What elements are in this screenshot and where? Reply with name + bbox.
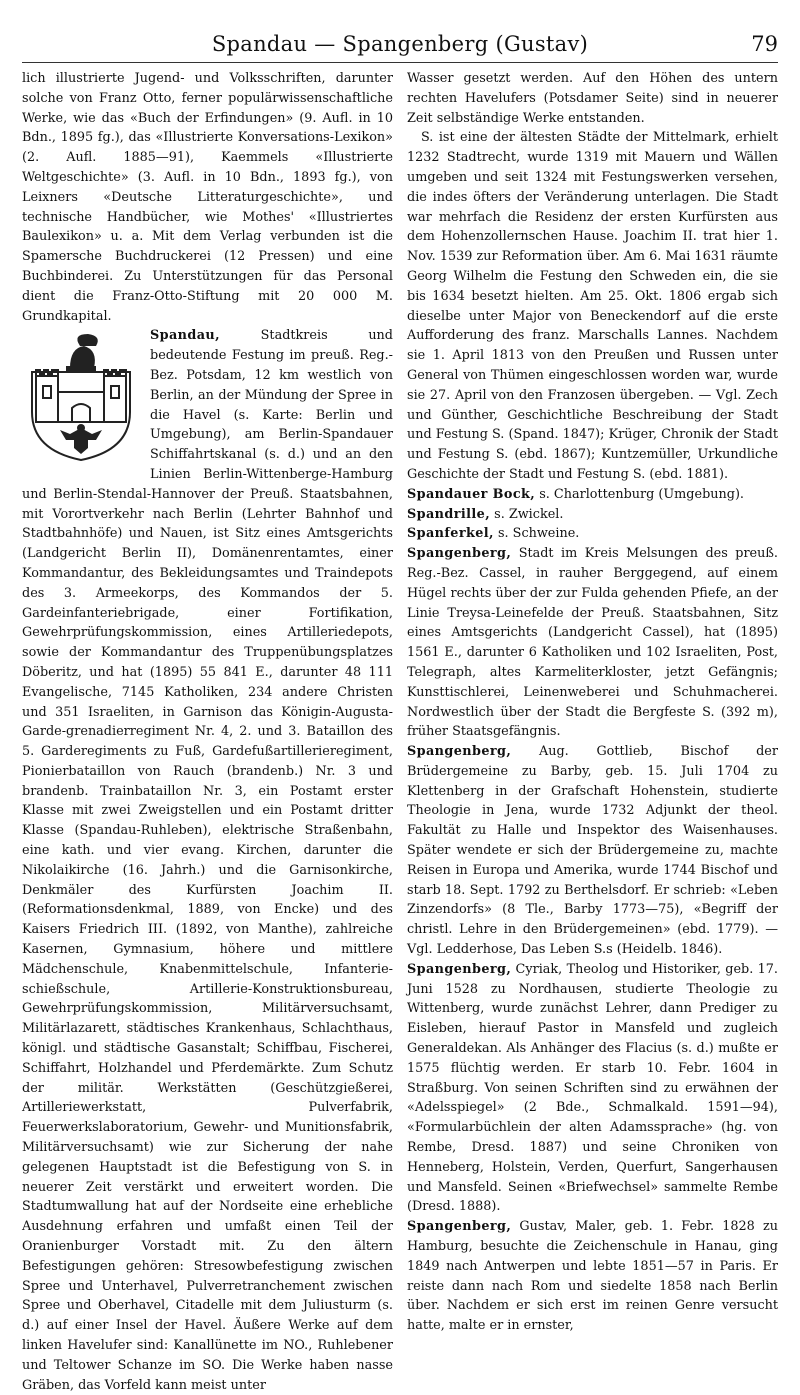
headword: Spandauer Bock,	[407, 486, 536, 502]
entry-spangenberg-cyriak	[407, 960, 778, 1217]
continued-paragraph-spandau: Wasser gesetzt werden. Auf den Höhen des untern rechten Havelufers (Potsdamer Seite) sind in neuerer Zeit selbständige Werke entstanden.	[407, 71, 778, 126]
entry-spangenberg-gustav	[407, 1217, 778, 1336]
entry-text: Aug. Gottlieb, Bischof der Brüdergemeine zu Barby, geb. 15. Juli 1704 zu Klettenberg in der Grafschaft Hohenstein, studierte Theologie in Jena, wurde 1732 Adjunkt der theol. Fakultät zu Halle und Inspektor des Waisenhauses. Später wendete er sich der Brüdergemeine zu, machte Reisen in Europa und Amerika, wurde 1744 Bischof und starb 18. Sept. 1792 zu Berthelsdorf. Er schrieb: «Leben Zinzendorfs» (8 Tle., Barby 1773—75), «Begriff der christl. Lehre in den Brüdergemeinen» (ebd. 1779). — Vgl. Ledderhose, Das Leben S.s (Heidelb. 1846).	[407, 744, 778, 958]
headword: Spangenberg,	[407, 1219, 512, 1235]
entry-spandrille	[407, 505, 778, 525]
headword: Spangenberg,	[407, 744, 512, 760]
headword: Spanferkel,	[407, 526, 494, 542]
history-paragraph: S. ist eine der ältesten Städte der Mittelmark, erhielt 1232 Stadtrecht, wurde 1319 mit Mauern und Wällen umgeben und seit 1324 mit Festungswerken versehen, die indes öfters der Veränderung unterlagen. Die Stadt war mehrfach die Residenz der ersten Kurfürsten aus dem Hohenzollernschen Hause. Joachim II. trat hier 1. Nov. 1539 zur Reformation über. Am 6. Mai 1631 räumte Georg Wilhelm die Festung den Schweden ein, die sie bis 1634 besetzt hielten. Am 25. Okt. 1806 ergab sich dieselbe unter Major von Beneckendorf auf die erste Aufforderung des franz. Marschalls Lannes. Nachdem sie 1. April 1813 von den Preußen und Russen unter General von Thümen eingeschlossen worden war, wurde sie 27. April von den Franzosen übergeben. — Vgl. Zech und Günther, Geschichtliche Beschreibung der Stadt und Festung S. (Spand. 1847); Krüger, Chronik der Stadt und Festung S. (ebd. 1867); Kuntzemüller, Urkundliche Geschichte der Stadt und Festung S. (ebd. 1881).	[407, 130, 778, 482]
entry-text-spandau: Stadtkreis und bedeutende Festung im preuß. Reg.-Bez. Potsdam, 12 km westlich von Berlin, an der Mündung der Spree in die Havel (s. Karte: Berlin und Umgebung), am Berlin-Spandauer Schiffahrtskanal (s. d.) und an den Linien Berlin-Wittenberge-Hamburg und Berlin-Stendal-Hannover der Preuß. Staatsbahnen, mit Vorortverkehr nach Berlin (Lehrter Bahnhof und Stadtbahnhöfe) und Nauen, ist Sitz eines Amtsgerichts (Landgericht Berlin II), Domänenrentamtes, einer Kommandantur, des Bekleidungsamtes und Traindepots des 3. Armeekorps, des Kommandos der 5. Gardeinfanteriebrigade, einer Fortifikation, Gewehrprüfungskommission, eines Artilleriedepots, sowie der Kommandantur des Truppenübungsplatzes Döberitz, und hat (1895) 55 841 E., darunter 48 111 Evangelische, 7145 Katholiken, 234 andere Christen und 351 Israeliten, in Garnison das Königin-Augusta-Garde-grenadierregiment Nr. 4, 2. und 3. Bataillon des 5. Garderegiments zu Fuß, Gardefußartillerieregiment, Pionierbataillon von Rauch (brandenb.) Nr. 3 und brandenb. Trainbataillon Nr. 3, ein Postamt erster Klasse mit zwei Zweigstellen und ein Postamt dritter Klasse (Spandau-Ruhleben), elektrische Straßenbahn, eine kath. und vier evang. Kirchen, darunter die Nikolaikirche (16. Jahrh.) und die Garnisonkirche, Denkmäler des Kurfürsten Joachim II. (Reformationsdenkmal, 1889, von Encke) und des Kaisers Friedrich III. (1892, von Manthe), zahlreiche Kasernen, Gymnasium, höhere und mittlere Mädchenschule, Knabenmittelschule, Infanterie-schießschule, Artillerie-Konstruktionsbureau, Gewehrprüfungskommission, Militärversuchsamt, Militärlazarett, städtisches Krankenhaus, Schlachthaus, königl. und städtische Gasanstalt; Schiffbau, Fischerei, Schiffahrt, Holzhandel und Pferdemärkte. Zum Schutz der militär. Werkstätten (Geschützgießerei, Artilleriewerkstatt, Pulverfabrik, Feuerwerkslaboratorium, Gewehr- und Munitionsfabrik, Militärversuchsamt) wie zur Sicherung der nahe gelegenen Hauptstadt ist die Befestigung von S. in neuerer Zeit verstärkt und erweitert worden. Die Stadtumwallung hat auf der Nordseite eine erhebliche Ausdehnung erfahren und umfaßt einen Teil der Oranienburger Vorstadt mit. Zu den ältern Befestigungen gehören: Stresowbefestigung zwischen Spree und Unterhavel, Pulverretranchement zwischen Spree und Oberhavel, Citadelle mit dem Juliusturm (s. d.) auf einer Insel der Havel. Äußere Werke auf dem linken Havelufer sind: Kanallünette im NO., Ruhlebener und Teltower Schanze im SO. Die Werke haben nasse Gräben, das Vorfeld kann meist unter	[22, 328, 393, 1393]
entry-text: Cyriak, Theolog und Historiker, geb. 17. Juni 1528 zu Nordhausen, studierte Theologie zu Wittenberg, wurde zunächst Lehrer, dann Prediger zu Eisleben, hierauf Pastor in Mansfeld und zugleich Generaldekan. Als Anhänger des Flacius (s. d.) mußte er 1575 flüchtig werden. Er starb 10. Febr. 1604 in Straßburg. Von seinen Schriften sind zu erwähnen der «Adelsspiegel» (2 Bde., Schmalkald. 1591—94), «Formularbüchlein der alten Adamssprache» (hg. von Rembe, Dresd. 1887) und seine Chroniken von Henneberg, Holstein, Verden, Querfurt, Sangerhausen und Mansfeld. Seinen «Briefwechsel» sammelte Rembe (Dresd. 1888).	[407, 961, 778, 1215]
entry-spangenberg-stadt	[407, 544, 778, 742]
left-column	[22, 69, 393, 1395]
entry-text: s. Zwickel.	[490, 506, 564, 522]
entry-text: Stadt im Kreis Melsungen des preuß. Reg.-Bez. Cassel, in rauher Berggegend, auf einem Hügel rechts über der zur Fulda gehenden Pfiefe, an der Linie Treysa-Leinefelde der Preuß. Staatsbahnen, Sitz eines Amtsgerichts (Landgericht Cassel), hat (1895) 1561 E., darunter 6 Katholiken und 102 Israeliten, Post, Telegraph, altes Karmeliterkloster, jetzt Gefängnis; Kunsttischlerei, Leinenweberei und Schuhmacherei. Nordwestlich über der Stadt die Bergfeste S. (392 m), früher Staatsgefängnis.	[407, 546, 778, 740]
entry-text: s. Schweine.	[493, 526, 580, 542]
continued-paragraph: lich illustrierte Jugend- und Volksschriften, darunter solche von Franz Otto, ferner populärwissenschaftliche Werke, wie das «Buch der Erfindungen» (9. Aufl. in 10 Bdn., 1895 fg.), das «Illustrierte Konversations-Lexikon» (2. Aufl. 1885—91), Kaemmels «Illustrierte Weltgeschichte» (3. Aufl. in 10 Bdn., 1893 fg.), von Leixners «Deutsche Litteraturgeschichte», und technische Handbücher, wie Mothes' «Illustriertes Baulexikon» u. a. Mit dem Verlag verbunden ist die Spamersche Buchdruckerei (12 Pressen) und eine Buchbinderei. Zu Unterstützungen für das Personal dient die Franz-Otto-Stiftung mit 20 000 M. Grundkapital.	[22, 71, 393, 324]
entry-spandauer-bock	[407, 485, 778, 505]
page-number: 79	[751, 32, 778, 56]
text-columns	[22, 69, 778, 1395]
entry-spandau	[22, 326, 393, 1395]
entry-spangenberg-august	[407, 742, 778, 960]
right-column	[407, 69, 778, 1395]
headword: Spandrille,	[407, 506, 491, 522]
entry-text: Gustav, Maler, geb. 1. Febr. 1828 zu Hamburg, besuchte die Zeichenschule in Hanau, ging 1849 nach Antwerpen und lebte 1851—57 in Paris. Er reiste dann nach Rom und siedelte 1858 nach Berlin über. Nachdem er sich erst im reinen Genre versucht hatte, malte er in ernster,	[407, 1219, 778, 1334]
entry-spanferkel	[407, 524, 778, 544]
headword-spandau: Spandau,	[150, 328, 220, 344]
headword: Spangenberg,	[407, 961, 512, 977]
entry-text: s. Charlottenburg (Umgebung).	[535, 486, 745, 502]
coat-of-arms-icon	[22, 332, 140, 462]
page-header	[22, 28, 778, 63]
headword: Spangenberg,	[407, 546, 512, 562]
running-title: Spandau — Spangenberg (Gustav)	[211, 32, 589, 56]
